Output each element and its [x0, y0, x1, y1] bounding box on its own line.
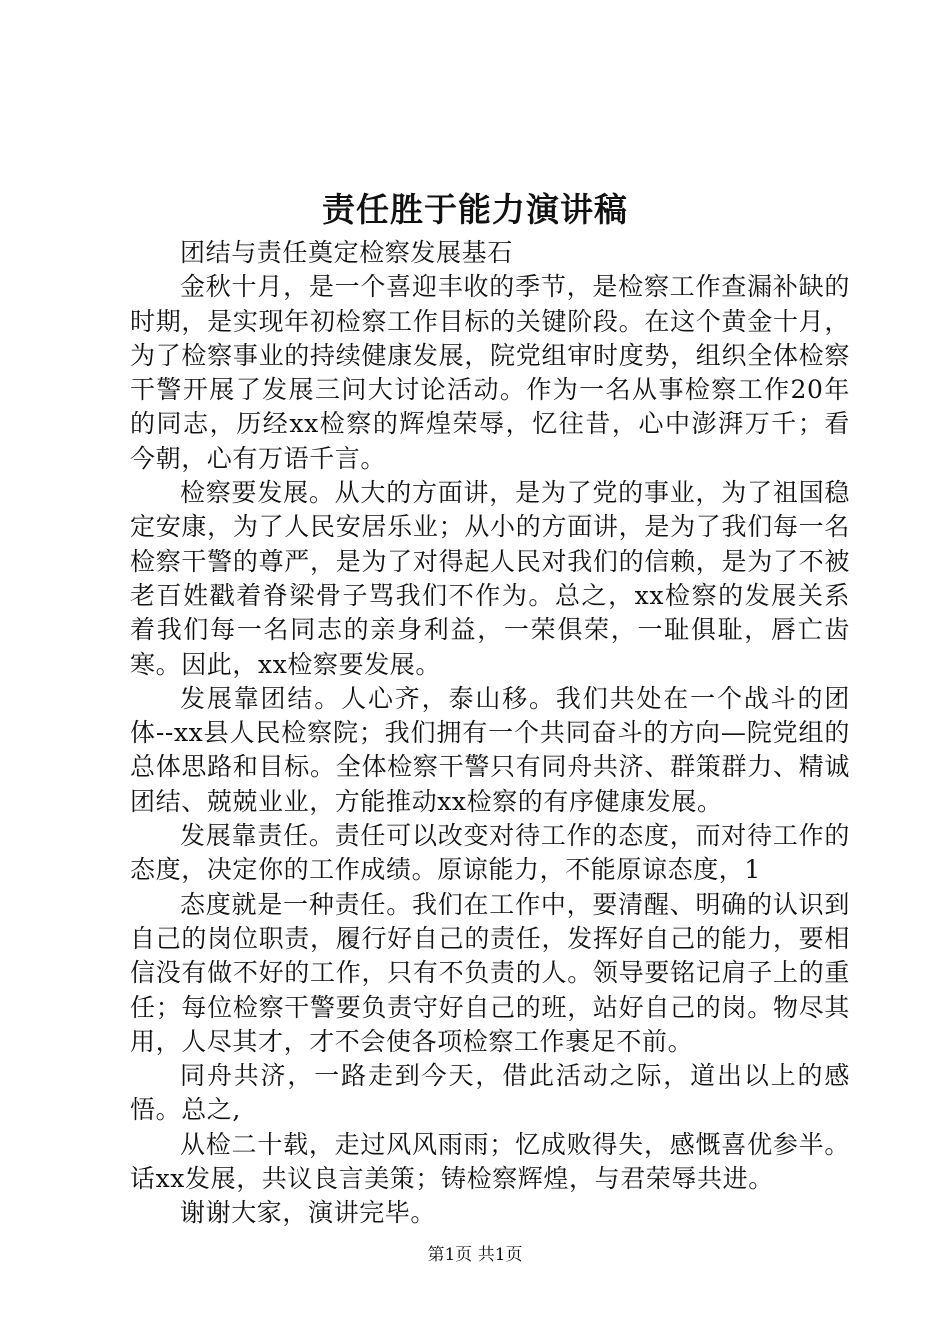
paragraph: 金秋十月，是一个喜迎丰收的季节，是检察工作查漏补缺的时期，是实现年初检察工作目标的关键阶段。在这个黄金十月，为了检察事业的持续健康发展，院党组审时度势，组织全体检察干警开展了发展三问大讨论活动。作为一名从事检察工作20年的同志，历经xx检察的辉煌荣辱，忆往昔，心中澎湃万千；看今朝，心有万语千言。	[130, 272, 850, 473]
document-title: 责任胜于能力演讲稿	[322, 190, 628, 229]
paragraph: 从检二十载，走过风风雨雨；忆成败得失，感慨喜优参半。话xx发展，共议良言美策；铸检察辉煌，与君荣辱共进。	[130, 1129, 850, 1194]
page-footer: 第1页 共1页	[427, 1245, 523, 1265]
paragraph: 发展靠团结。人心齐，泰山移。我们共处在一个战斗的团体--xx县人民检察院；我们拥有一个共同奋斗的方向—院党组的总体思路和目标。全体检察干警只有同舟共济、群策群力、精诚团结、兢兢业业，方能推动xx检察的有序健康发展。	[130, 683, 850, 816]
document-body	[130, 236, 850, 1231]
paragraph-closing: 谢谢大家，演讲完毕。	[180, 1198, 437, 1228]
paragraph: 态度就是一种责任。我们在工作中，要清醒、明确的认识到自己的岗位职责，履行好自己的责任，发挥好自己的能力，要相信没有做不好的工作，只有不负责的人。领导要铭记肩子上的重任；每位检察干警要负责守好自己的班，站好自己的岗。物尽其用，人尽其才，才不会使各项检察工作裹足不前。	[130, 889, 850, 1056]
paragraph: 发展靠责任。责任可以改变对待工作的态度，而对待工作的态度，决定你的工作成绩。原谅能力，不能原谅态度，1	[130, 821, 850, 885]
paragraph-subtitle: 团结与责任奠定检察发展基石	[180, 238, 513, 267]
paragraph: 同舟共济，一路走到今天，借此活动之际，道出以上的感悟。总之,	[130, 1061, 850, 1125]
paragraph: 检察要发展。从大的方面讲，是为了党的事业，为了祖国稳定安康，为了人民安居乐业；从小的方面讲，是为了我们每一名检察干警的尊严，是为了对得起人民对我们的信赖，是为了不被老百姓戳着脊梁骨子骂我们不作为。总之，xx检察的发展关系着我们每一名同志的亲身利益，一荣俱荣，一耻俱耻，唇亡齿寒。因此，xx检察要发展。	[130, 478, 850, 679]
